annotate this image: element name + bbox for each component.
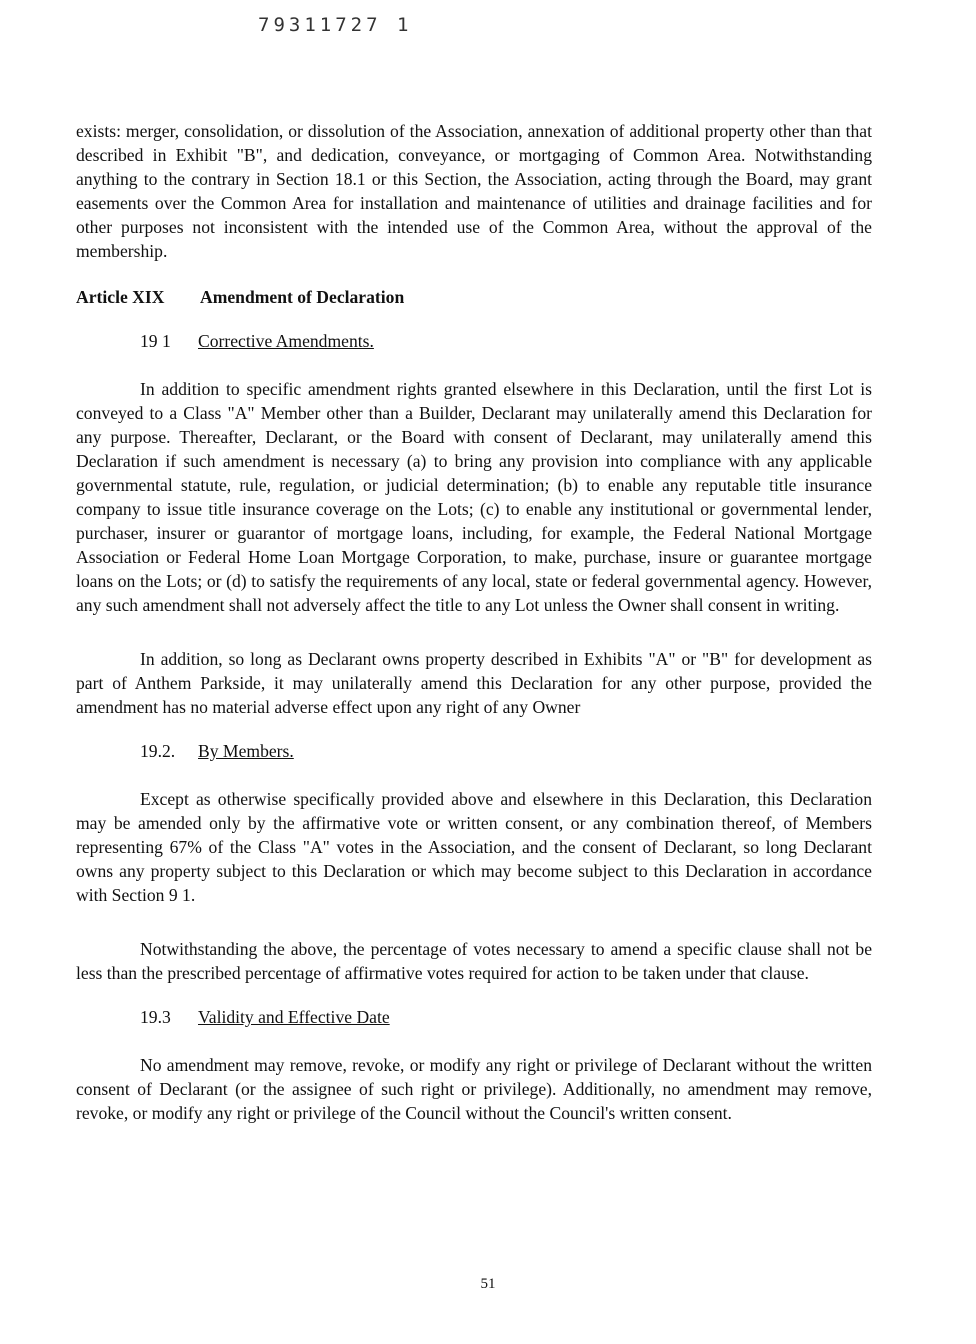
section-19-2-paragraph-1: Except as otherwise specifically provided above and elsewhere in this Declaration, this Declaration may be amended only by the affirmative vote or written consent, or any combination thereof, of Members representing 67% of the Class "A" votes in the Association, and the consent of Declarant, so long Declarant owns any property subject to this Declaration or which may become subject to this Declaration in accordance with Section 9 1.: [76, 789, 872, 905]
section-number: 19.3: [140, 1007, 171, 1027]
page-content: [76, 119, 872, 1125]
article-number: Article XIX: [76, 287, 165, 307]
section-number: 19.2.: [140, 741, 176, 761]
section-heading-19-2: [76, 739, 872, 763]
article-title: Amendment of Declaration: [200, 287, 405, 307]
page-number: 51: [480, 1276, 496, 1292]
section-title: Validity and Effective Date: [198, 1007, 390, 1027]
recording-number-stamp: 79311727 1: [258, 14, 413, 36]
section-title: Corrective Amendments.: [198, 331, 374, 351]
section-19-1-paragraph-1: In addition to specific amendment rights granted elsewhere in this Declaration, until the first Lot is conveyed to a Class "A" Member other than a Builder, Declarant may unilaterally amend this Declaration for any purpose. Thereafter, Declarant, or the Board with consent of Declarant, may unilaterally amend this Declaration if such amendment is necessary (a) to bring any provision into compliance with any applicable governmental statute, rule, regulation, or judicial determination; (b) to enable any reputable title insurance company to issue title insurance coverage on the Lots; (c) to enable any institutional or governmental lender, purchaser, insurer or guarantor of mortgage loans, including, for example, the Federal National Mortgage Association or Federal Home Loan Mortgage Corporation, to make, purchase, insure or guarantee mortgage loans on the Lots; or (d) to satisfy the requirements of any local, state or federal governmental agency. However, any such amendment shall not adversely affect the title to any Lot unless the Owner shall consent in writing.: [76, 379, 872, 615]
article-heading: [76, 285, 872, 309]
section-title: By Members.: [198, 741, 294, 761]
section-19-1-paragraph-2: In addition, so long as Declarant owns property described in Exhibits "A" or "B" for development as part of Anthem Parkside, it may unilaterally amend this Declaration for any other purpose, provided the amendment has no material adverse effect upon any right of any Owner: [76, 649, 872, 717]
section-number: 19 1: [140, 331, 171, 351]
opening-paragraph: exists: merger, consolidation, or dissolution of the Association, annexation of additional property other than that described in Exhibit "B", and dedication, conveyance, or mortgaging of Common Area. Notwithstanding anything to the contrary in Section 18.1 or this Section, the Association, acting through the Board, may grant easements over the Common Area for installation and maintenance of utilities and drainage facilities and for other purposes not inconsistent with the intended use of the Common Area, without the approval of the membership.: [76, 121, 872, 261]
section-19-2-paragraph-2: Notwithstanding the above, the percentage of votes necessary to amend a specific clause shall not be less than the prescribed percentage of affirmative votes required for action to be taken under that clause.: [76, 939, 872, 983]
section-19-3-paragraph-1: No amendment may remove, revoke, or modify any right or privilege of Declarant without the written consent of Declarant (or the assignee of such right or privilege). Additionally, no amendment may remove, revoke, or modify any right or privilege of the Council without the Council's written consent.: [76, 1055, 872, 1123]
section-heading-19-3: [76, 1005, 872, 1029]
section-heading-19-1: [76, 329, 872, 353]
